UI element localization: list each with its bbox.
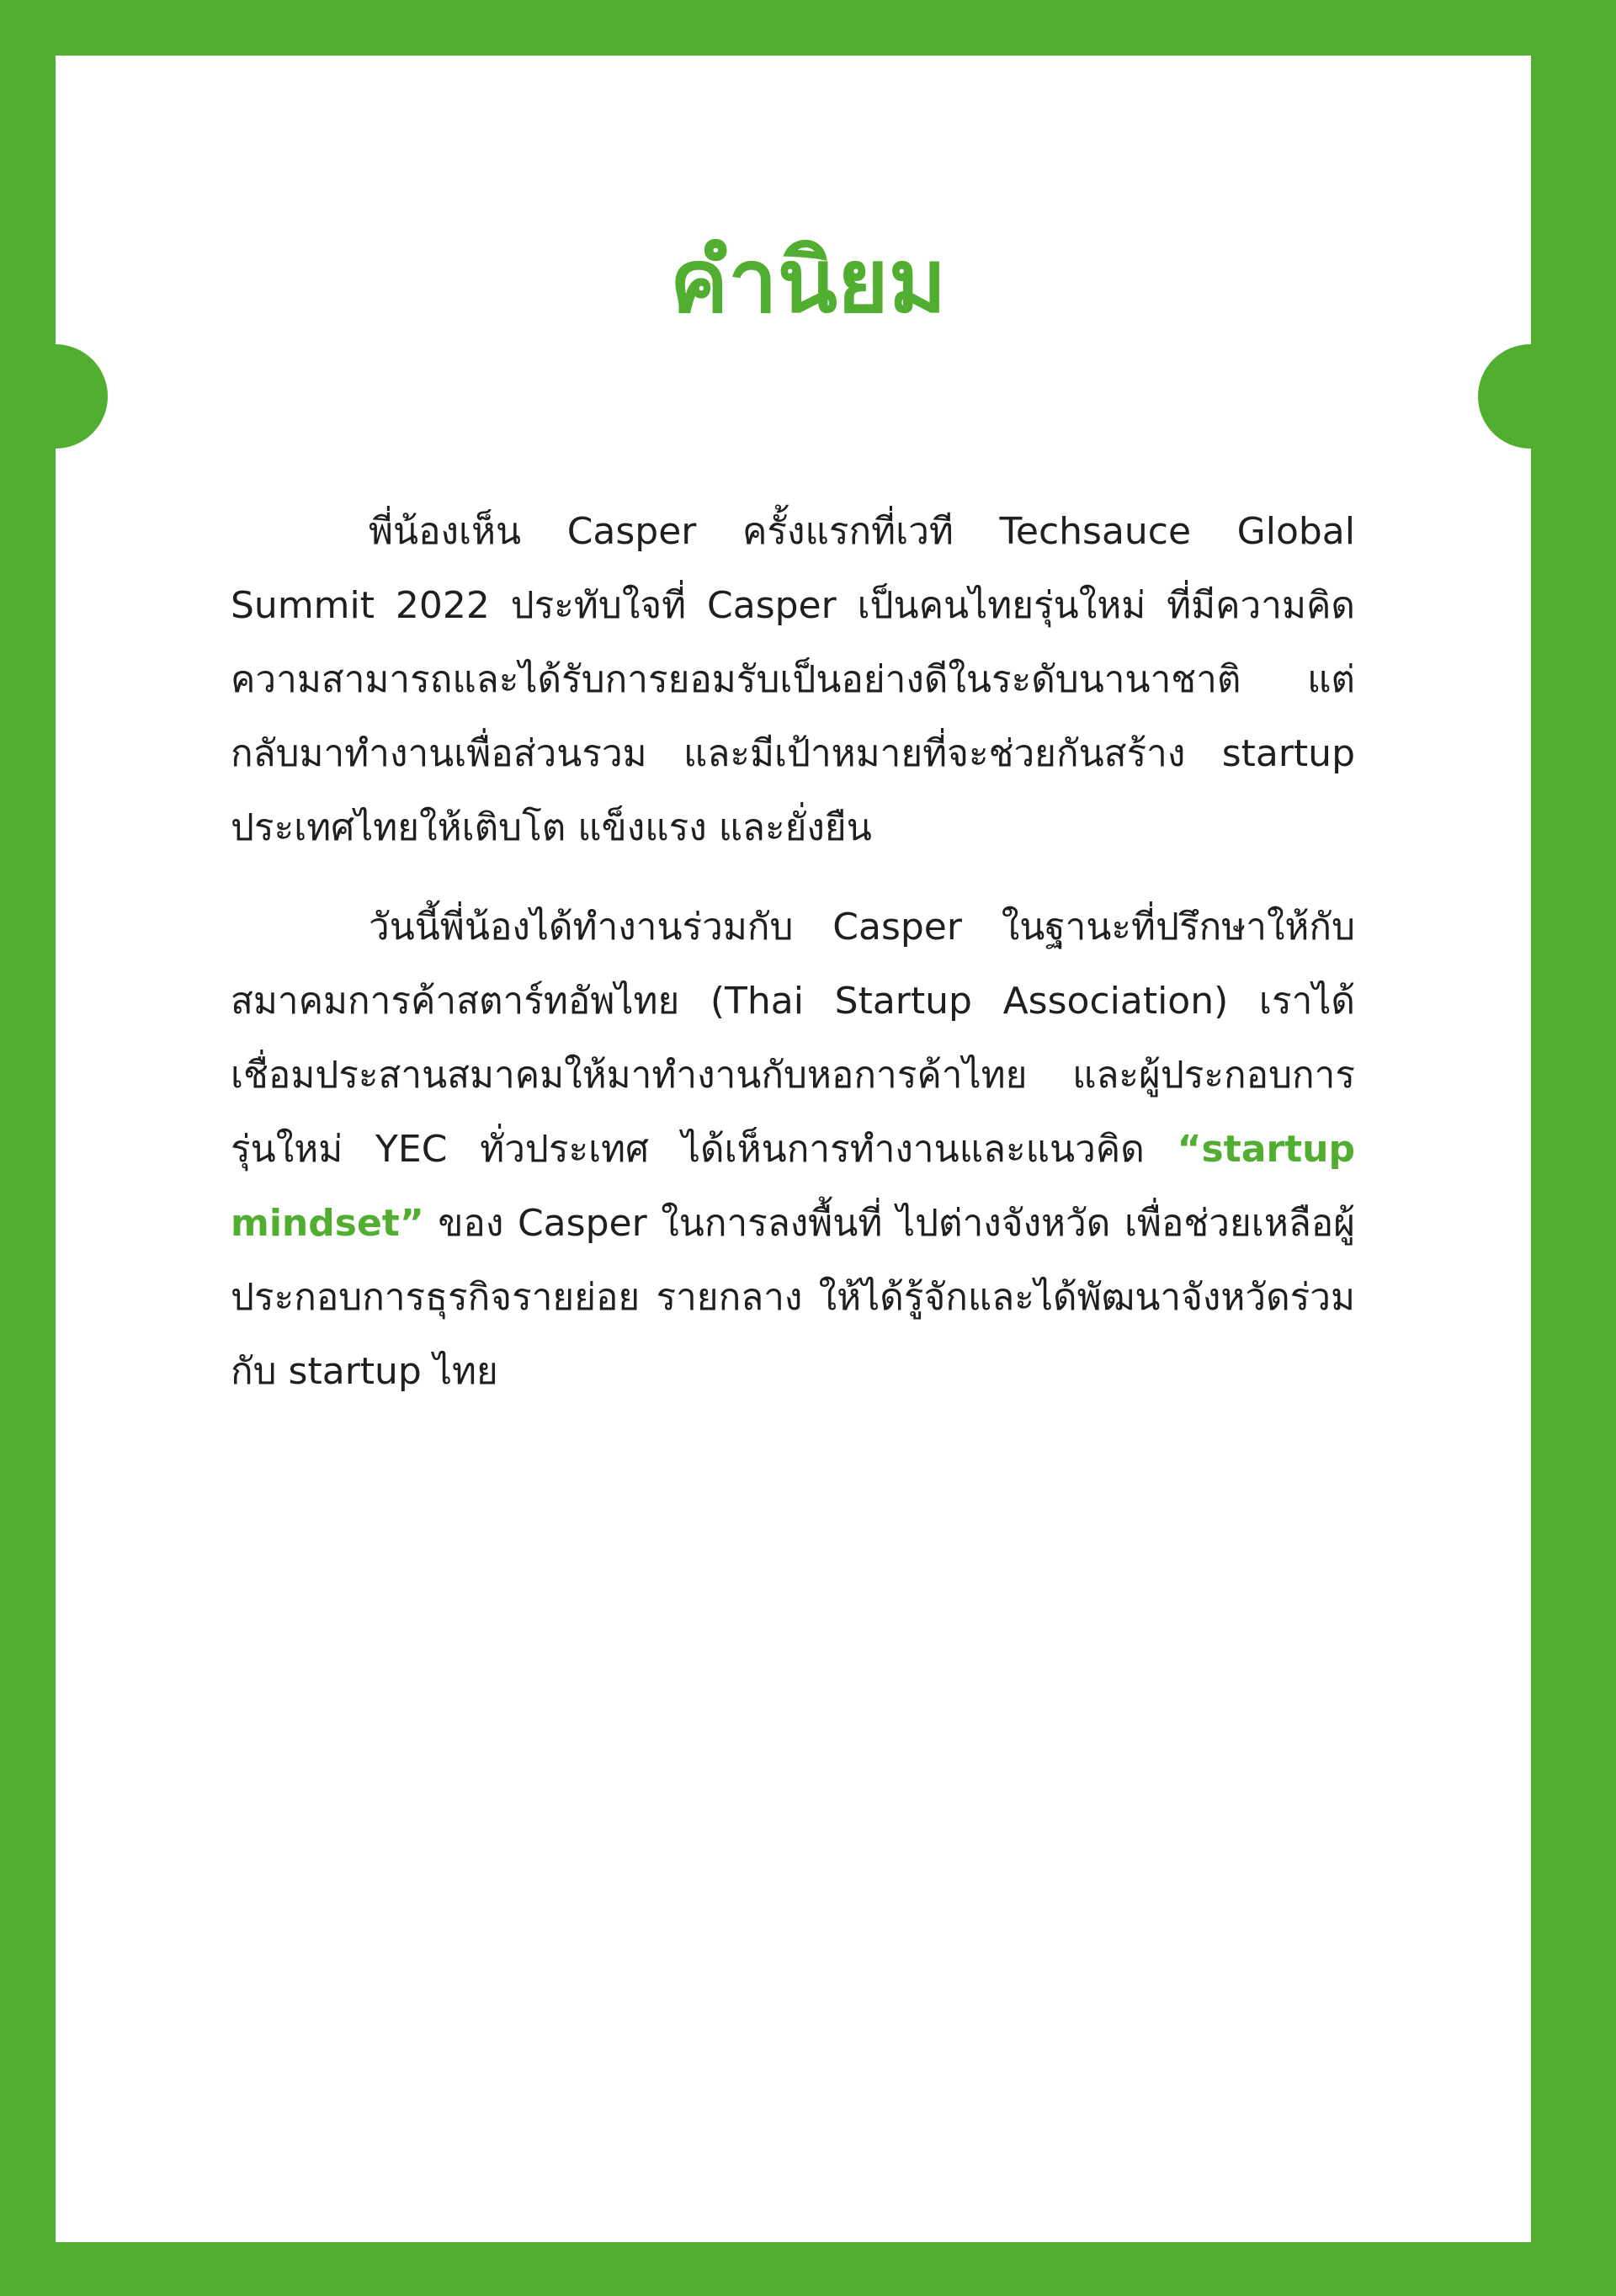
paragraph-2-end: ของ Casper ในการลงพื้นที่ ไปต่างจังหวัด เพื่อช่วยเหลือผู้ประกอบการธุรกิจรายย่อย รายกลาง ให้ได้รู้จักและได้พัฒนาจังหวัดร่วมกับ startup ไทย — [231, 1202, 1355, 1393]
paragraph-1: พี่น้องเห็น Casper ครั้งแรกที่เวที Techsauce Global Summit 2022 ประทับใจที่ Casper เป็นคนไทยรุ่นใหม่ ที่มีความคิด ความสามารถและได้รับการยอมรับเป็นอย่างดีในระดับนานาชาติ แต่กลับมาทำงานเพื่อส่วนรวม และมีเป้าหมายที่จะช่วยกันสร้าง startup ประเทศไทยให้เติบโต แข็งแรง และยั่งยืน — [231, 510, 1355, 849]
paragraph-2-start: วันนี้พี่น้องได้ทำงานร่วมกับ Casper ในฐานะที่ปรึกษาให้กับสมาคมการค้าสตาร์ทอัพไทย (Thai Startup Association) เราได้เชื่อมประสานสมาคมให้มาทำงานกับหอการค้าไทย และผู้ประกอบการรุ่นใหม่ YEC ทั่วประเทศ ได้เห็นการทำงานและแนวคิด — [231, 906, 1355, 1171]
left-notch — [3, 344, 108, 449]
startup-mindset-highlight: “startup mindset” — [231, 1128, 1355, 1245]
page-title: คำนิยม — [669, 230, 947, 332]
body-text — [231, 495, 1355, 1434]
paragraph-2 — [231, 890, 1355, 1409]
right-notch — [1478, 344, 1582, 449]
